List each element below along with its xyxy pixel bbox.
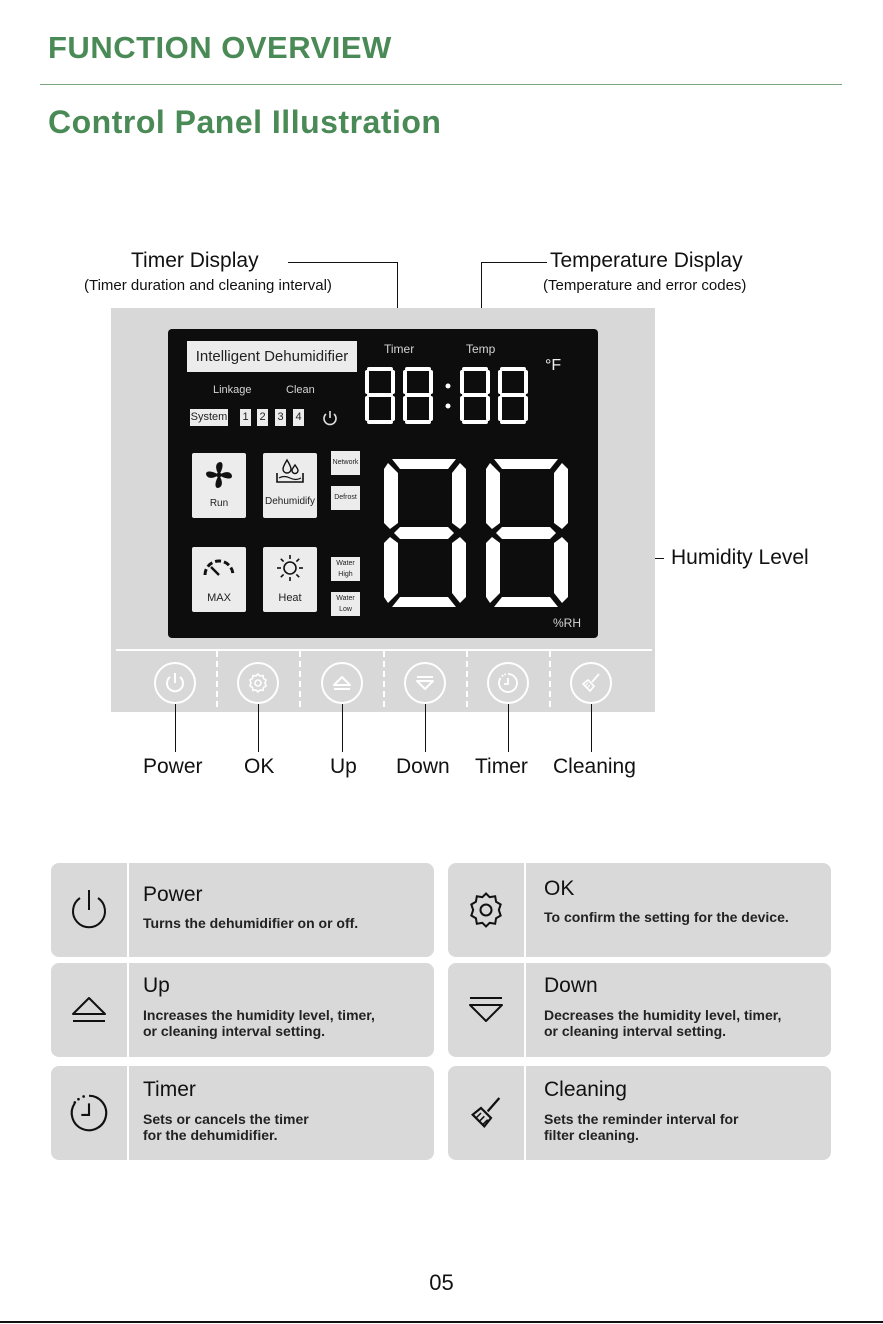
power-icon — [65, 886, 113, 934]
title-divider — [40, 84, 842, 85]
down-triangle-icon — [464, 988, 508, 1032]
cleaning-leader — [591, 704, 592, 752]
gauge-icon — [201, 555, 237, 581]
timer-icon — [66, 1090, 112, 1136]
up-card-desc: Increases the humidity level, timer, or cleaning interval setting. — [143, 1007, 375, 1039]
ok-card — [448, 863, 831, 957]
lcd-mode-dehumidify-label: Dehumidify — [264, 496, 316, 507]
cleaning-card-desc: Sets the reminder interval for filter cleaning. — [544, 1111, 739, 1143]
temperature-display-callout-sub: (Temperature and error codes) — [543, 277, 747, 294]
lcd-mode-heat-label: Heat — [278, 592, 302, 604]
down-triangle-icon — [413, 671, 437, 695]
lcd-status-defrost: Defrost — [331, 486, 360, 510]
down-card-desc: Decreases the humidity level, timer, or cleaning interval setting. — [544, 1007, 782, 1039]
up-leader — [342, 704, 343, 752]
lcd-mode-run-label: Run — [209, 498, 229, 509]
sun-icon — [275, 553, 305, 583]
button-separator — [466, 651, 468, 707]
lcd-timer-temp-digits — [364, 366, 536, 426]
eject-up-icon — [330, 671, 354, 695]
power-card-title: Power — [143, 883, 203, 906]
lcd-clean-number: 4 — [293, 409, 304, 426]
button-separator — [383, 651, 385, 707]
footer-rule — [0, 1321, 883, 1323]
humidity-level-callout-title: Humidity Level — [671, 546, 809, 569]
lcd-unit-f: °F — [545, 357, 562, 374]
lcd-humidity-digits — [378, 455, 578, 611]
lcd-mode-max — [192, 547, 246, 612]
cleaning-button[interactable] — [570, 662, 612, 704]
power-card-desc: Turns the dehumidifier on or off. — [143, 915, 359, 931]
lcd-brand-box: Intelligent Dehumidifier — [187, 341, 357, 372]
up-button[interactable] — [321, 662, 363, 704]
lcd-clean-label: Clean — [286, 384, 315, 396]
lcd-mode-dehumidify — [263, 453, 317, 518]
lcd-mode-heat — [263, 547, 317, 612]
lcd-temp-label: Temp — [466, 342, 496, 356]
lcd-mode-max-label: MAX — [207, 592, 231, 604]
lcd-linkage-label: Linkage — [213, 384, 252, 396]
up-button-label: Up — [330, 755, 357, 778]
power-icon — [163, 671, 187, 695]
ok-button-label: OK — [244, 755, 275, 778]
cleaning-card-title: Cleaning — [544, 1078, 627, 1101]
timer-button-label: Timer — [475, 755, 528, 778]
cleaning-card — [448, 1066, 831, 1160]
power-button[interactable] — [154, 662, 196, 704]
lcd-clean-number: 2 — [257, 409, 268, 426]
timer-button[interactable] — [487, 662, 529, 704]
timer-display-leader-h — [288, 262, 398, 263]
temperature-display-leader-h — [481, 262, 547, 263]
fan-icon — [203, 459, 235, 491]
power-button-label: Power — [143, 755, 203, 778]
timer-display-callout-sub: (Timer duration and cleaning interval) — [84, 277, 332, 294]
gear-icon — [246, 671, 270, 695]
down-card-title: Down — [544, 974, 598, 997]
lcd-power-icon — [321, 409, 339, 427]
down-card — [448, 963, 831, 1057]
ok-card-title: OK — [544, 877, 575, 900]
lcd-status-water-low: Water Low — [331, 592, 360, 616]
down-leader — [425, 704, 426, 752]
power-card — [51, 863, 434, 957]
section-subtitle: Control Panel Illustration — [48, 104, 442, 140]
water-tray-icon — [273, 457, 307, 489]
lcd-status-network: Network — [331, 451, 360, 475]
lcd-clean-number: 1 — [240, 409, 251, 426]
lcd-status-water-high: Water High — [331, 557, 360, 581]
page-number: 05 — [429, 1270, 454, 1295]
timer-icon — [496, 671, 520, 695]
section-title: FUNCTION OVERVIEW — [48, 30, 392, 65]
ok-leader — [258, 704, 259, 752]
down-button[interactable] — [404, 662, 446, 704]
button-separator — [216, 651, 218, 707]
up-card-title: Up — [143, 974, 170, 997]
lcd-unit-rh: %RH — [553, 616, 582, 630]
gear-icon — [464, 888, 508, 932]
timer-card-desc: Sets or cancels the timer for the dehumidifier. — [143, 1111, 309, 1143]
timer-leader — [508, 704, 509, 752]
timer-card — [51, 1066, 434, 1160]
timer-display-callout-title: Timer Display — [131, 249, 259, 272]
lcd-mode-run — [192, 453, 246, 518]
button-separator — [299, 651, 301, 707]
lcd-timer-label: Timer — [384, 342, 415, 356]
button-separator — [549, 651, 551, 707]
temperature-display-callout-title: Temperature Display — [550, 249, 743, 272]
ok-button[interactable] — [237, 662, 279, 704]
ok-card-desc: To confirm the setting for the device. — [544, 909, 789, 925]
up-card — [51, 963, 434, 1057]
cleaning-button-label: Cleaning — [553, 755, 636, 778]
eject-up-icon — [67, 988, 111, 1032]
down-button-label: Down — [396, 755, 450, 778]
lcd-system-box: System — [190, 409, 228, 426]
lcd-clean-number: 3 — [275, 409, 286, 426]
power-leader — [175, 704, 176, 752]
timer-card-title: Timer — [143, 1078, 196, 1101]
broom-icon — [579, 671, 603, 695]
broom-icon — [466, 1093, 506, 1133]
